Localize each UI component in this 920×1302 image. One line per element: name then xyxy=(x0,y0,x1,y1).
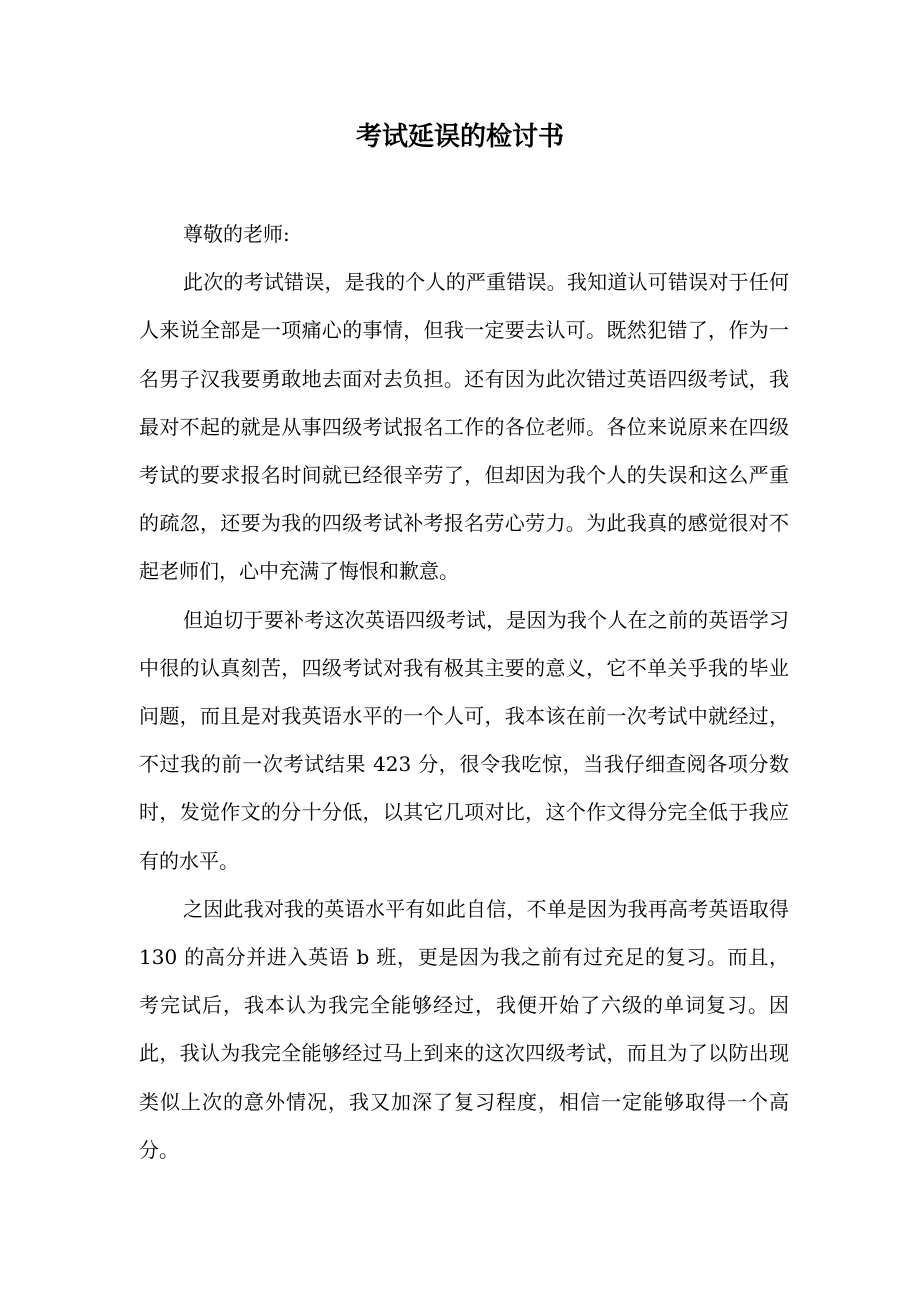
paragraph-2: 但迫切于要补考这次英语四级考试，是因为我个人在之前的英语学习中很的认真刻苦，四级考试对我有极其主要的意义，它不单关乎我的毕业问题，而且是对我英语水平的一个人可，我本该在前一次考试中就经过，不过我的前一次考试结果 423 分，很令我吃惊，当我仔细查阅各项分数时，发觉作文的分十分低，以其它几项对比，这个作文得分完全低于我应有的水平。 xyxy=(139,607,789,873)
document-title: 考试延误的检讨书 xyxy=(355,122,564,152)
paragraph-3: 之因此我对我的英语水平有如此自信，不单是因为我再高考英语取得 130 的高分并进入英语 b 班，更是因为我之前有过充足的复习。而且，考完试后，我本认为我完全能够经过，我便开始了六级的单词复习。因此，我认为我完全能够经过马上到来的这次四级考试，而且为了以防出现类似上次的意外情况，我又加深了复习程度，相信一定能够取得一个高分。 xyxy=(139,896,789,1162)
document-body xyxy=(139,210,789,1174)
salutation: 尊敬的老师: xyxy=(183,222,290,246)
paragraph-1: 此次的考试错误，是我的个人的严重错误。我知道认可错误对于任何人来说全部是一项痛心的事情，但我一定要去认可。既然犯错了，作为一名男子汉我要勇敢地去面对去负担。还有因为此次错过英语四级考试，我最对不起的就是从事四级考试报名工作的各位老师。各位来说原来在四级考试的要求报名时间就已经很辛劳了，但却因为我个人的失误和这么严重的疏忽，还要为我的四级考试补考报名劳心劳力。为此我真的感觉很对不起老师们，心中充满了悔恨和歉意。 xyxy=(139,270,789,584)
